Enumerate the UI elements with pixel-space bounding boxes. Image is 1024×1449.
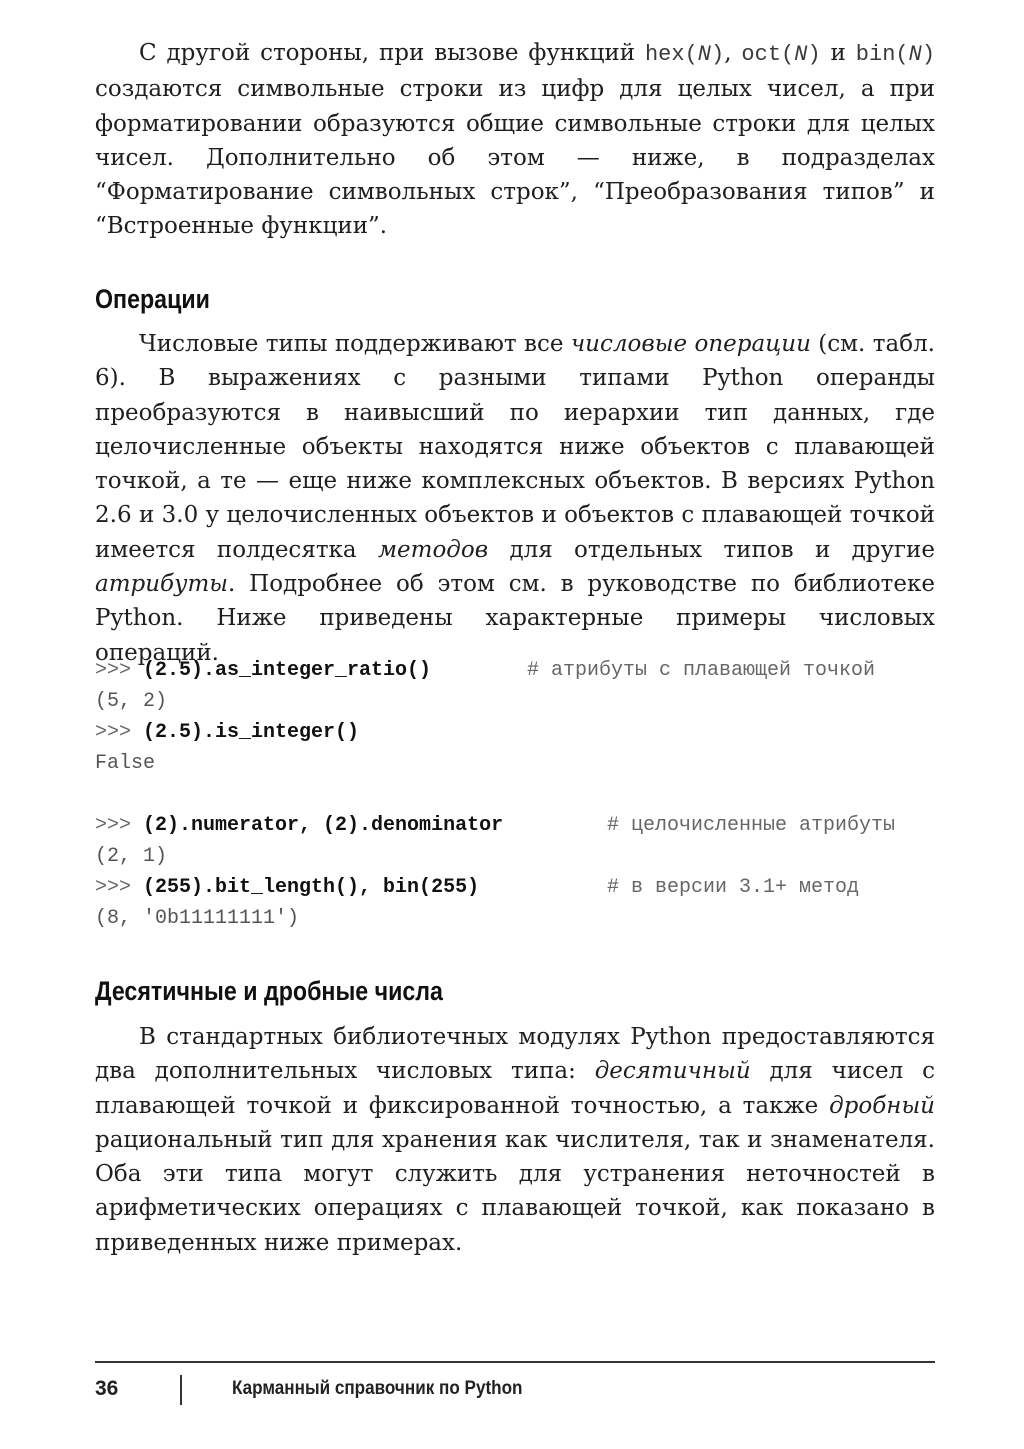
code-line xyxy=(95,872,940,903)
code-output-line: (5, 2) xyxy=(95,690,168,713)
code-prompt: >>> xyxy=(95,876,144,899)
decimal-text-1: В стандартных библиотечных модулях Python предоставляются два дополнительных числовых типа: xyxy=(95,1024,935,1085)
code-hex-arg: N xyxy=(697,42,711,67)
code-hex-close: ) xyxy=(710,42,725,67)
intro-text-3: и xyxy=(820,40,856,66)
page-number: 36 xyxy=(95,1377,119,1400)
code-output-line: (8, '0b11111111') xyxy=(95,907,300,930)
code-comment: # атрибуты с плавающей точкой xyxy=(527,659,876,682)
intro-paragraph xyxy=(95,36,935,244)
code-bin-close: ) xyxy=(921,42,936,67)
operations-emphasis-1: числовые операции xyxy=(570,331,811,357)
footer-separator xyxy=(180,1375,182,1405)
code-output-line: (2, 1) xyxy=(95,845,168,868)
operations-paragraph xyxy=(95,327,935,670)
code-hex-open: hex( xyxy=(644,42,698,67)
code-bin-open: bin( xyxy=(855,42,909,67)
code-prompt: >>> xyxy=(95,659,144,682)
decimal-text-3: рациональный тип для хранения как числителя, так и знаменателя. Оба эти типа могут служить для устранения неточностей в арифметических операциях с плавающей точкой, как показано в приведенных ниже примерах. xyxy=(95,1126,935,1256)
code-line xyxy=(95,655,940,686)
running-footer-title: Карманный справочник по Python xyxy=(232,1378,523,1399)
decimal-emphasis-1: десятичный xyxy=(594,1058,751,1085)
code-prompt: >>> xyxy=(95,814,144,837)
code-line xyxy=(95,810,940,841)
code-oct-arg: N xyxy=(794,42,808,67)
section-heading-operations: Операции xyxy=(95,284,210,314)
code-oct-open: oct( xyxy=(741,42,795,67)
decimal-emphasis-2: дробный xyxy=(829,1092,935,1119)
code-bin-arg: N xyxy=(908,42,922,67)
operations-text-3: для отдельных типов и другие xyxy=(488,536,935,563)
operations-emphasis-2: методов xyxy=(377,536,489,563)
operations-text-4: . Подробнее об этом см. в руководстве по библиотеке Python. Ниже приведены характерные примеры числовых операций. xyxy=(95,571,935,666)
code-spacer xyxy=(95,779,940,810)
operations-text-1: Числовые типы поддерживают все xyxy=(139,331,571,357)
intro-text-2: , xyxy=(724,40,742,66)
code-command: (2.5).as_integer_ratio() xyxy=(143,659,432,682)
code-output-line: False xyxy=(95,752,156,775)
code-oct-close: ) xyxy=(807,42,821,67)
code-example-block xyxy=(95,655,940,934)
code-comment: # целочисленные атрибуты xyxy=(607,814,896,837)
code-comment: # в версии 3.1+ метод xyxy=(607,876,860,899)
section-heading-decimal: Десятичные и дробные числа xyxy=(95,976,443,1006)
operations-text-2: (см. табл. 6). В выражениях с разными типами Python операнды преобразуются в наивысший по иерархии тип данных, где целочисленные объекты находятся ниже объектов с плавающей точкой, а те — еще ниже комплексных объектов. В версиях Python 2.6 и 3.0 у целочисленных объектов и объектов с плавающей точкой имеется полдесятка xyxy=(95,331,935,563)
code-command: (2.5).is_integer() xyxy=(143,721,360,744)
decimal-paragraph xyxy=(95,1020,935,1260)
footer-divider xyxy=(95,1361,935,1363)
code-prompt: >>> xyxy=(95,721,144,744)
intro-text-4: создаются символьные строки из цифр для целых чисел, а при форматировании образуются общие символьные строки для целых чисел. Дополнительно об этом — ниже, в подразделах “Форматирование символьных строк”, “Преобразования типов” и “Встроенные функции”. xyxy=(95,76,935,240)
code-line xyxy=(95,717,940,748)
operations-emphasis-3: атрибуты xyxy=(95,571,228,598)
decimal-text-2: для чисел с плавающей точкой и фиксированной точностью, а также xyxy=(95,1058,935,1119)
code-command: (2).numerator, (2).denominator xyxy=(143,814,504,837)
code-command: (255).bit_length(), bin(255) xyxy=(143,876,480,899)
intro-text-1: С другой стороны, при вызове функций xyxy=(139,40,645,66)
